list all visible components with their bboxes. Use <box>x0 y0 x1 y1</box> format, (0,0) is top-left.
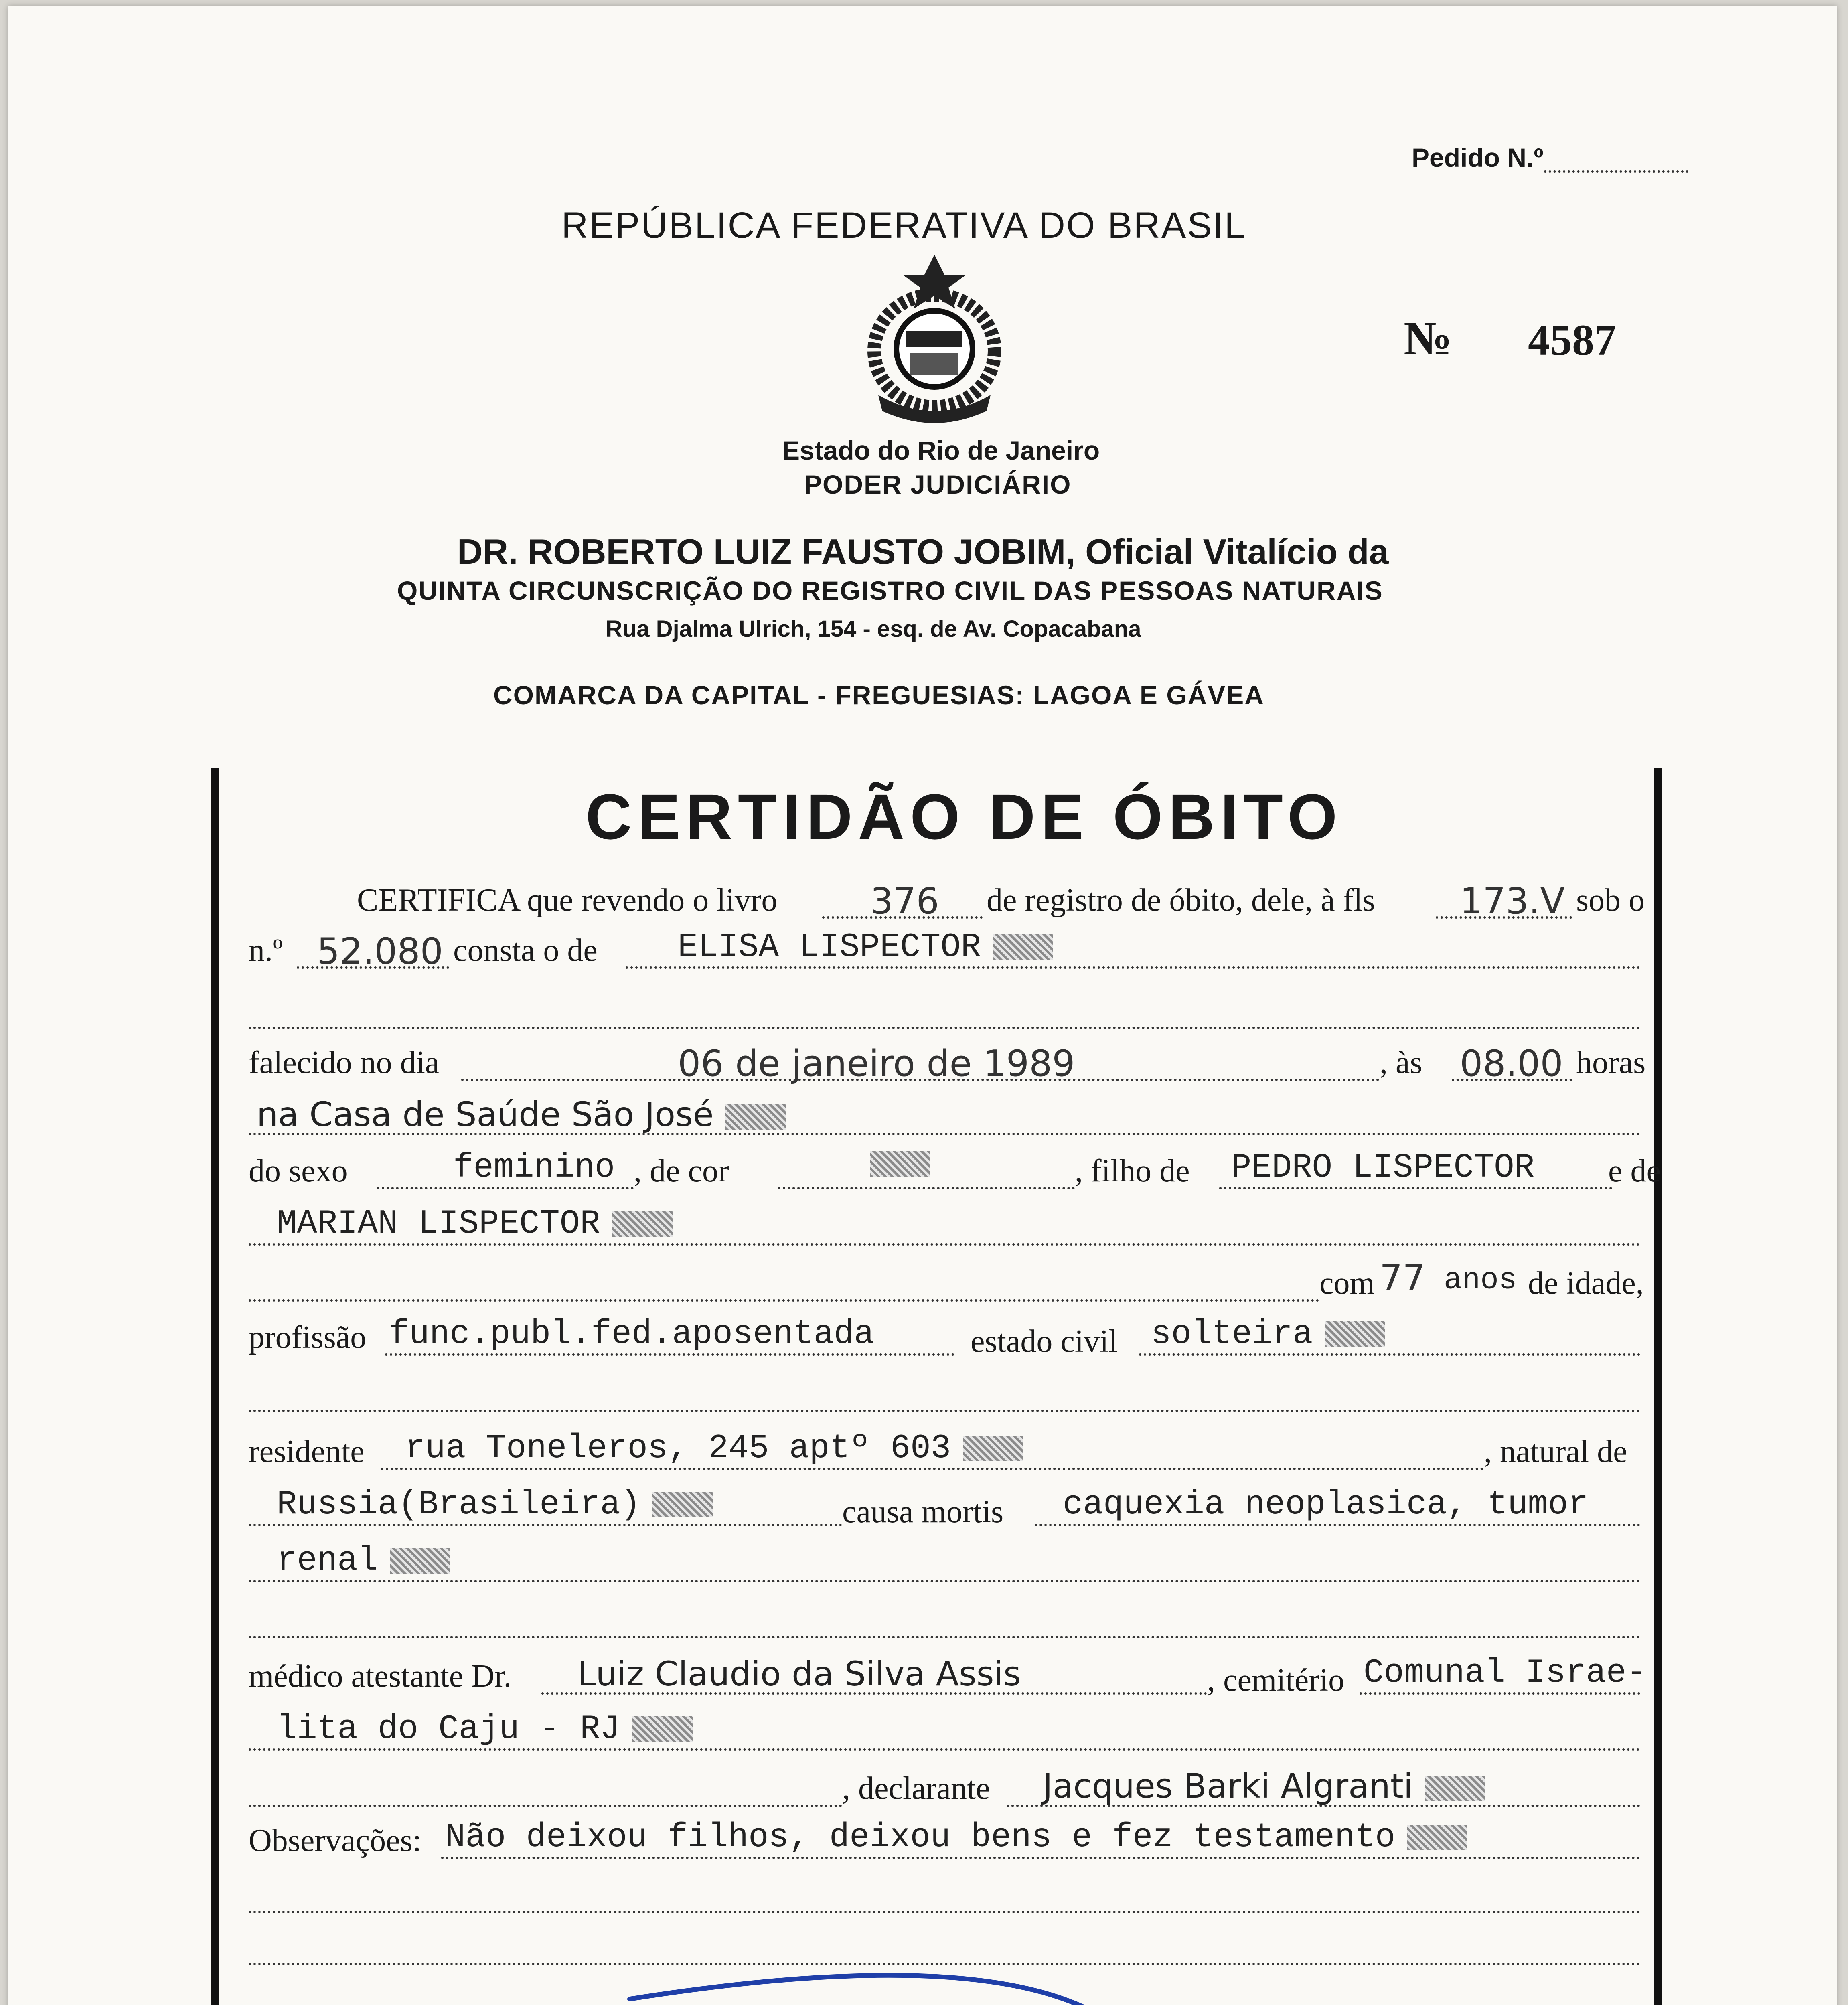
livro-value: 376 <box>870 880 939 922</box>
idade-value: 77 <box>1380 1257 1426 1299</box>
pedido-label: Pedido N.º <box>1412 143 1544 172</box>
signature-overlay <box>8 6 1837 2005</box>
cemiterio-value-2: lita do Caju - RJ <box>277 1710 693 1748</box>
oficial-text: DR. ROBERTO LUIZ FAUSTO JOBIM, Oficial Vitalício da <box>457 532 1389 571</box>
estado-civil-label: estado civil <box>971 1324 1118 1359</box>
residente-label: residente <box>249 1434 365 1469</box>
anos-label: anos <box>1444 1263 1517 1298</box>
estado-civil-value: solteira <box>1151 1315 1385 1353</box>
sexo-label: do sexo <box>249 1153 348 1189</box>
as-label: , às <box>1380 1045 1422 1080</box>
residencia-value: rua Toneleros, 245 aptº 603 <box>405 1430 1023 1468</box>
n-label: n.º <box>249 933 283 968</box>
natural-value: Russia(Brasileira) <box>277 1486 713 1524</box>
natural-label: , natural de <box>1484 1434 1627 1469</box>
com-label: com <box>1319 1266 1375 1301</box>
sob-o-label: sob o <box>1576 883 1645 918</box>
de-registro-label: de registro de óbito, dele, à fls <box>987 883 1375 918</box>
republica-heading: REPÚBLICA FEDERATIVA DO BRASIL <box>561 205 1246 246</box>
nome-value: ELISA LISPECTOR <box>678 928 1053 966</box>
poder-heading: PODER JUDICIÁRIO <box>804 470 1072 499</box>
estado-heading: Estado do Rio de Janeiro <box>782 435 1100 465</box>
consta-label: consta o de <box>453 933 598 968</box>
profissao-label: profissão <box>249 1320 367 1355</box>
horas-label: horas <box>1576 1045 1646 1080</box>
causa-mortis-value-1: caquexia neoplasica, tumor <box>1063 1486 1589 1524</box>
certificate-number: 4587 <box>1528 316 1616 365</box>
certificate-number-prefix: № <box>1404 312 1452 365</box>
falecido-label: falecido no dia <box>249 1045 440 1080</box>
causa-mortis-label: causa mortis <box>842 1494 1004 1529</box>
comarca-line: COMARCA DA CAPITAL - FREGUESIAS: LAGOA E GÁVEA <box>493 680 1264 710</box>
causa-mortis-value-2: renal <box>277 1542 450 1580</box>
cemiterio-label: , cemitério <box>1207 1663 1345 1698</box>
local-value: na Casa de Saúde São José <box>257 1095 786 1134</box>
observacoes-label: Observações: <box>249 1823 421 1858</box>
numero-registro-value: 52.080 <box>317 930 443 972</box>
declarante-value: Jacques Barki Algranti <box>1043 1766 1485 1806</box>
filho-label: , filho de <box>1075 1153 1190 1189</box>
hora-value: 08.00 <box>1460 1043 1563 1085</box>
cor-label: , de cor <box>634 1153 729 1189</box>
certifica-label: CERTIFICA que revendo o livro <box>357 883 778 918</box>
medico-label: médico atestante Dr. <box>249 1659 512 1694</box>
signature-flourish <box>630 1975 1612 2005</box>
fls-value: 173.V <box>1460 880 1565 922</box>
mae-value: MARIAN LISPECTOR <box>277 1205 673 1243</box>
declarante-label: , declarante <box>842 1771 990 1806</box>
observacoes-value: Não deixou filhos, deixou bens e fez testamento <box>445 1819 1467 1857</box>
sexo-value: feminino <box>453 1149 615 1187</box>
document-title: CERTIDÃO DE ÓBITO <box>586 781 1343 853</box>
circunscricao-line: QUINTA CIRCUNSCRIÇÃO DO REGISTRO CIVIL DAS PESSOAS NATURAIS <box>397 576 1383 606</box>
data-falecimento-value: 06 de janeiro de 1989 <box>678 1043 1075 1085</box>
pai-value: PEDRO LISPECTOR <box>1231 1149 1535 1187</box>
certificate-sheet <box>8 6 1837 2005</box>
cemiterio-value-1: Comunal Israe- <box>1364 1654 1647 1692</box>
profissao-value: func.publ.fed.aposentada <box>389 1315 874 1353</box>
de-idade-label: de idade, <box>1528 1266 1644 1301</box>
medico-value: Luiz Claudio da Silva Assis <box>578 1654 1021 1693</box>
endereco-line: Rua Djalma Ulrich, 154 - esq. de Av. Copacabana <box>606 616 1141 642</box>
e-de-label: e de <box>1608 1153 1661 1189</box>
